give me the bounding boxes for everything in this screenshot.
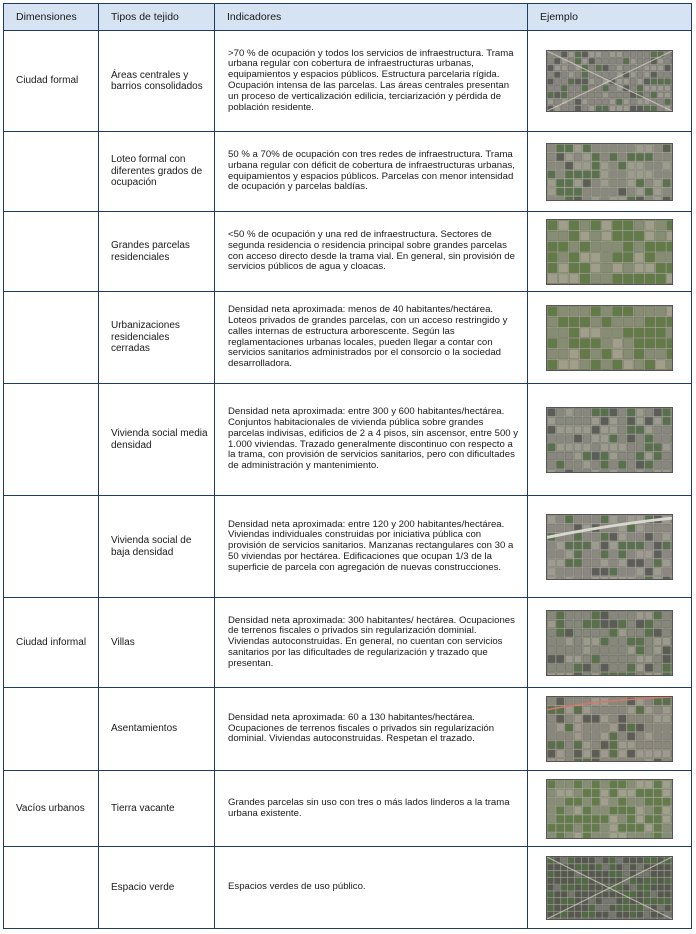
indicador-cell: Densidad neta aproximada: entre 300 y 600 habitantes/hectárea. Conjuntos habitacionales de vivienda pública sobre grandes parcelas indivisas, edificios de 2 a 4 pisos, sin ascensor, entre 500 y 1.000 viviendas. Trazado generalmente discontinuo con respecto a la trama, con provisión de servicios sanitarios, pero con dificultades de administración y mantenimiento. [215,384,528,496]
dimension-cell [4,212,99,292]
header-tipos: Tipos de tejido [99,4,215,31]
tipo-cell: Urbanizaciones residenciales cerradas [99,292,215,384]
table-row [4,31,692,132]
table-row [4,212,692,292]
indicador-cell: Densidad neta aproximada: 60 a 130 habitantes/hectárea. Ocupaciones de terrenos fiscales o privados sin regularización dominial. Viviendas autoconstruidas. Respetan el trazado. [215,688,528,771]
indicador-cell: Densidad neta aproximada: entre 120 y 200 habitantes/hectárea. Viviendas individuales construidas por iniciativa pública con provisión de servicios sanitarios. Manzanas rectangulares con 30 a 50 viviendas por hectárea. Edificaciones que ocupan 1/3 de la superficie de parcela con agregación de nuevas construcciones. [215,496,528,598]
ejemplo-cell [528,212,692,292]
header-indicadores: Indicadores [215,4,528,31]
aerial-photo-medium-grid [546,143,673,201]
ejemplo-cell [528,496,692,598]
tipo-cell: Villas [99,598,215,688]
table-row [4,132,692,212]
table-header-row [4,4,692,31]
ejemplo-cell [528,688,692,771]
tipo-cell: Áreas centrales y barrios consolidados [99,31,215,132]
table-row [4,598,692,688]
dimension-cell [4,496,99,598]
aerial-photo-social-low [546,514,673,580]
header-dimensiones: Dimensiones [4,4,99,31]
indicador-cell: Densidad neta aproximada: 300 habitantes/ hectárea. Ocupaciones de terrenos fiscales o privados sin regularización dominial. Viviendas autoconstruidas. En general, no cuentan con servicios sanitarios por las dificultades de regularización y trazado que presentan. [215,598,528,688]
ejemplo-cell [528,771,692,847]
dimension-cell: Vacíos urbanos [4,771,99,847]
table-row [4,688,692,771]
indicador-cell: Grandes parcelas sin uso con tres o más lados linderos a la trama urbana existente. [215,771,528,847]
ejemplo-cell [528,31,692,132]
indicador-cell: Espacios verdes de uso público. [215,847,528,929]
ejemplo-cell [528,598,692,688]
dimension-cell [4,292,99,384]
aerial-photo-asentamientos [546,696,673,762]
tipo-cell: Vivienda social media densidad [99,384,215,496]
table-row [4,771,692,847]
aerial-photo-green [546,856,673,920]
dimension-cell [4,132,99,212]
dimension-cell [4,847,99,929]
urban-fabric-table [3,3,692,929]
header-ejemplo: Ejemplo [528,4,692,31]
ejemplo-cell [528,292,692,384]
aerial-photo-vacant [546,779,673,839]
table-row [4,292,692,384]
tipo-cell: Asentamientos [99,688,215,771]
ejemplo-cell [528,384,692,496]
typology-table-container [3,3,691,929]
table-row [4,384,692,496]
aerial-photo-gated [546,305,673,371]
ejemplo-cell [528,132,692,212]
indicador-cell: Densidad neta aproximada: menos de 40 habitantes/hectárea. Loteos privados de grandes parcelas, con un acceso restringido y calles internas de estructura arborescente. Según las reglamentaciones urbanas locales, pueden llegar a contar con servicios sanitarios administrados por el consorcio o la sociedad desarrolladora. [215,292,528,384]
dimension-cell [4,688,99,771]
table-row [4,847,692,929]
table-row [4,496,692,598]
tipo-cell: Grandes parcelas residenciales [99,212,215,292]
tipo-cell: Loteo formal con diferentes grados de ocupación [99,132,215,212]
tipo-cell: Espacio verde [99,847,215,929]
aerial-photo-social-medium [546,407,673,473]
indicador-cell: 50 % a 70% de ocupación con tres redes de infraestructura. Trama urbana regular con déficit de cobertura de infraestructuras urbanas, equipamientos y espacios públicos. Parcelas con menor intensidad de ocupación y parcelas baldías. [215,132,528,212]
aerial-photo-villas [546,610,673,676]
indicador-cell: >70 % de ocupación y todos los servicios de infraestructura. Trama urbana regular con cobertura de infraestructuras urbanas, equipamientos y espacios públicos. Estructura parcelaria rígida. Ocupación intensa de las parcelas. Las áreas centrales presentan un proceso de verticalización edilicia, terciarización y pérdida de población residente. [215,31,528,132]
tipo-cell: Tierra vacante [99,771,215,847]
tipo-cell: Vivienda social de baja densidad [99,496,215,598]
ejemplo-cell [528,847,692,929]
indicador-cell: <50 % de ocupación y una red de infraestructura. Sectores de segunda residencia o residencia principal sobre grandes parcelas con acceso directo desde la trama vial. En general, sin provisión de servicios públicos de agua y cloacas. [215,212,528,292]
aerial-photo-dense-grid [546,50,673,112]
dimension-cell [4,384,99,496]
dimension-cell: Ciudad formal [4,31,99,132]
aerial-photo-large-lots [546,219,673,285]
dimension-cell: Ciudad informal [4,598,99,688]
